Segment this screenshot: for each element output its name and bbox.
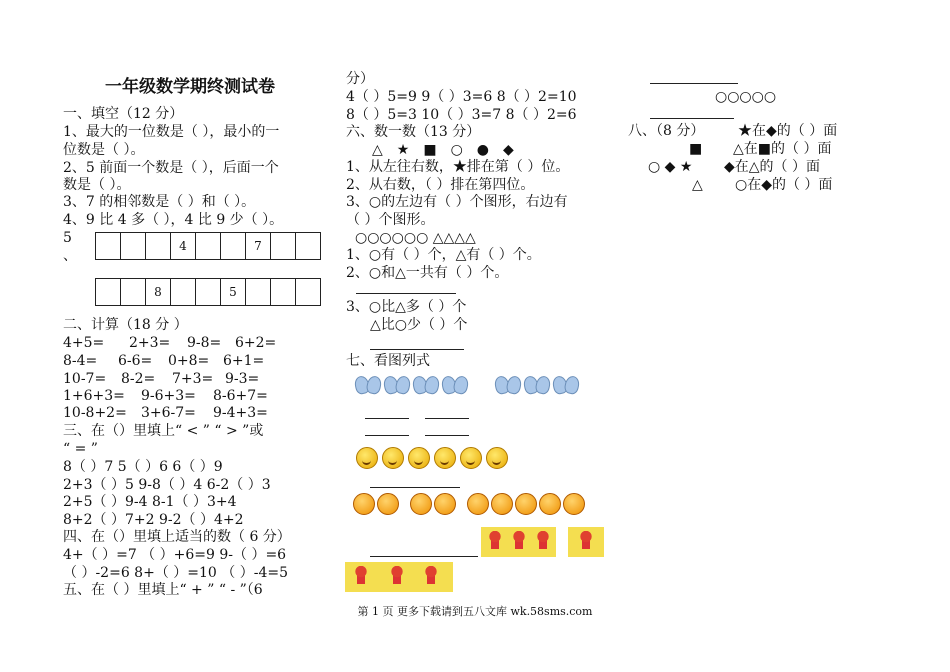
grid-cell: 4 xyxy=(170,232,196,260)
compare-row: 8+2（ ）7+2 9-2（ ）4+2 xyxy=(63,512,244,528)
grid-cell[interactable] xyxy=(270,278,296,306)
compare-row: 2+5（ ）9-4 8-1（ ）3+4 xyxy=(63,494,237,510)
butterfly-group-1 xyxy=(355,374,471,394)
position-question: ★在◆的（ ）面 xyxy=(738,123,838,139)
dancer-icon xyxy=(353,566,369,588)
answer-line[interactable] xyxy=(650,118,734,119)
question-line: （ ）个图形。 xyxy=(346,212,435,228)
question-line: 3、○的左边有（ ）个图形，右边有 xyxy=(346,194,568,210)
dancer-group-1 xyxy=(481,527,556,557)
fill-row: 4+（ ）=7 （ ）+6=9 9-（ ）=6 xyxy=(63,547,287,563)
grid-cell[interactable] xyxy=(95,232,121,260)
grid-cell[interactable] xyxy=(195,232,221,260)
butterfly-icon xyxy=(553,374,579,394)
question-line: 1、最大的一位数是（ ），最小的一 xyxy=(63,124,280,140)
question-line: 3、7 的相邻数是（ ）和（ ）。 xyxy=(63,194,256,210)
answer-line[interactable] xyxy=(370,487,460,488)
calc-item: 6+1= xyxy=(223,353,265,369)
section1-heading: 一、填空（12 分） xyxy=(63,106,184,122)
grid-cell[interactable] xyxy=(295,278,321,306)
calc-item: 6-6= xyxy=(118,353,153,369)
compare-row: 2+3（ ）5 9-8（ ）4 6-2（ ）3 xyxy=(63,477,271,493)
laughing-face-icon xyxy=(434,493,456,515)
grid-cell[interactable] xyxy=(95,278,121,306)
diamond-icon: ◆ xyxy=(503,142,514,158)
question-number: 5 xyxy=(63,230,72,246)
butterfly-icon xyxy=(442,374,468,394)
smiley-icon xyxy=(486,447,508,469)
answer-line[interactable] xyxy=(365,418,409,419)
section5-heading-cont: 分） xyxy=(346,71,374,87)
question-line: 数是（ ）。 xyxy=(63,177,131,193)
circle-row: ○○○○○ xyxy=(715,89,777,105)
grid-cell[interactable] xyxy=(270,232,296,260)
question-separator: 、 xyxy=(63,248,77,264)
answer-line[interactable] xyxy=(425,435,469,436)
calc-item: 8-4= xyxy=(63,353,98,369)
calc-item: 3+6-7= xyxy=(141,405,196,421)
laughing-face-icon xyxy=(515,493,537,515)
smiley-icon xyxy=(356,447,378,469)
dancer-icon xyxy=(511,531,527,553)
laughing-face-icon xyxy=(353,493,375,515)
laughing-face-icon xyxy=(563,493,585,515)
question-line: 位数是（ ）。 xyxy=(63,142,145,158)
smiley-icon xyxy=(408,447,430,469)
question-line: 1、从左往右数，★排在第（ ）位。 xyxy=(346,159,570,175)
butterfly-icon xyxy=(524,374,550,394)
section7-heading: 七、看图列式 xyxy=(346,353,430,369)
answer-line[interactable] xyxy=(356,293,456,294)
laughing-face-icon xyxy=(491,493,513,515)
grid-cell[interactable] xyxy=(120,232,146,260)
grid-cell[interactable] xyxy=(145,232,171,260)
laughing-face-icon xyxy=(467,493,489,515)
calc-row xyxy=(63,387,268,405)
position-question: ◆在△的（ ）面 xyxy=(724,159,820,175)
smiley-group xyxy=(356,447,512,469)
section3-heading: 三、在（）里填上“ < ” “ > ”或 xyxy=(63,423,264,439)
answer-line[interactable] xyxy=(425,418,469,419)
grid-cell: 7 xyxy=(245,232,271,260)
answer-line[interactable] xyxy=(650,83,738,84)
butterfly-icon xyxy=(355,374,381,394)
answer-line[interactable] xyxy=(370,349,464,350)
triangle-icon: △ xyxy=(692,177,703,193)
shape-row: ○ ◆ ★ xyxy=(648,159,693,175)
calc-item: 9-8= xyxy=(187,335,222,351)
calc-item: 10-7= xyxy=(63,371,107,387)
grid-cell: 8 xyxy=(145,278,171,306)
star-icon: ★ xyxy=(396,142,410,158)
smiley-icon xyxy=(382,447,404,469)
calc-row xyxy=(63,352,264,370)
dancer-icon xyxy=(423,566,439,588)
grid-cell[interactable] xyxy=(245,278,271,306)
square-icon: ■ xyxy=(423,142,437,158)
butterfly-icon xyxy=(384,374,410,394)
fill-row: （ ）-2=6 8+（ ）=10 （ ）-4=5 xyxy=(63,565,288,581)
laugh-group-1 xyxy=(353,493,401,515)
filled-circle-icon: ● xyxy=(476,142,490,158)
calc-row xyxy=(63,404,268,422)
calc-item: 0+8= xyxy=(168,353,210,369)
symbol-sequence xyxy=(372,141,528,159)
square-icon: ■ xyxy=(689,141,703,157)
grid-cell[interactable] xyxy=(120,278,146,306)
calc-item: 10-8+2= xyxy=(63,405,127,421)
section6-heading: 六、数一数（13 分） xyxy=(346,124,481,140)
grid-cell[interactable] xyxy=(295,232,321,260)
laughing-face-icon xyxy=(539,493,561,515)
dancer-icon xyxy=(535,531,551,553)
grid-cell[interactable] xyxy=(220,232,246,260)
smiley-icon xyxy=(434,447,456,469)
answer-line[interactable] xyxy=(370,556,478,557)
question-line: 1、○有（ ）个，△有（ ）个。 xyxy=(346,247,541,263)
question-line: 2、5 前面一个数是（ ），后面一个 xyxy=(63,160,279,176)
calc-row xyxy=(63,334,276,352)
section5-heading: 五、在（ ）里填上“ + ” “ - ”（6 xyxy=(63,582,263,598)
paper-title: 一年级数学期终测试卷 xyxy=(105,77,275,97)
smiley-icon xyxy=(460,447,482,469)
dancer-icon xyxy=(578,531,594,553)
circle-icon: ○ xyxy=(450,142,463,158)
question-line: 2、从右数，（ ）排在第四位。 xyxy=(346,177,535,193)
laugh-group-2 xyxy=(410,493,458,515)
butterfly-icon xyxy=(495,374,521,394)
laughing-face-icon xyxy=(410,493,432,515)
calc-item: 8-2= xyxy=(121,371,156,387)
butterfly-icon xyxy=(413,374,439,394)
dancer-icon xyxy=(487,531,503,553)
page-footer: 第 1 页 更多下载请到五八文库 wk.58sms.com xyxy=(357,605,593,618)
laughing-face-icon xyxy=(377,493,399,515)
section8-heading: 八、（8 分） xyxy=(628,123,705,139)
calc-item: 2+3= xyxy=(129,335,171,351)
section4-heading: 四、在（）里填上适当的数（ 6 分） xyxy=(63,529,291,545)
calc-item: 9-6+3= xyxy=(141,388,196,404)
position-question: △在■的（ ）面 xyxy=(733,141,832,157)
calc-item: 4+5= xyxy=(63,335,105,351)
section2-heading: 二、计算（18 分 ） xyxy=(63,317,188,333)
butterfly-group-2 xyxy=(495,374,582,394)
question-line: 3、○比△多（ ）个 xyxy=(346,299,467,315)
grid-cell[interactable] xyxy=(195,278,221,306)
dancer-icon xyxy=(389,566,405,588)
calc-item: 9-4+3= xyxy=(213,405,268,421)
dancer-group-3 xyxy=(345,562,453,592)
position-question: ○在◆的（ ）面 xyxy=(735,177,833,193)
calc-item: 7+3= xyxy=(172,371,214,387)
number-grid-row-1 xyxy=(96,232,321,260)
calc-row xyxy=(63,370,259,388)
grid-cell: 5 xyxy=(220,278,246,306)
shape-row: ○○○○○○ △△△△ xyxy=(355,230,476,246)
calc-item: 6+2= xyxy=(235,335,277,351)
answer-line[interactable] xyxy=(365,435,409,436)
question-line: △比○少（ ）个 xyxy=(370,317,468,333)
compare-row: 8（ ）7 5（ ）6 6（ ）9 xyxy=(63,459,223,475)
triangle-icon: △ xyxy=(372,142,383,158)
calc-item: 9-3= xyxy=(225,371,260,387)
operator-row: 4（ ）5=9 9（ ）3=6 8（ ）2=10 xyxy=(346,89,577,105)
calc-item: 8-6+7= xyxy=(213,388,268,404)
question-line: 4、9 比 4 多（ ），4 比 9 少（ ）。 xyxy=(63,212,284,228)
grid-cell[interactable] xyxy=(170,278,196,306)
calc-item: 1+6+3= xyxy=(63,388,125,404)
laugh-group-3 xyxy=(467,493,587,515)
section3-heading-cont: “ = ” xyxy=(63,441,98,457)
operator-row: 8（ ）5=3 10（ ）3=7 8（ ）2=6 xyxy=(346,107,577,123)
number-grid-row-2 xyxy=(96,278,321,306)
question-line: 2、○和△一共有（ ）个。 xyxy=(346,265,509,281)
dancer-group-2 xyxy=(568,527,604,557)
